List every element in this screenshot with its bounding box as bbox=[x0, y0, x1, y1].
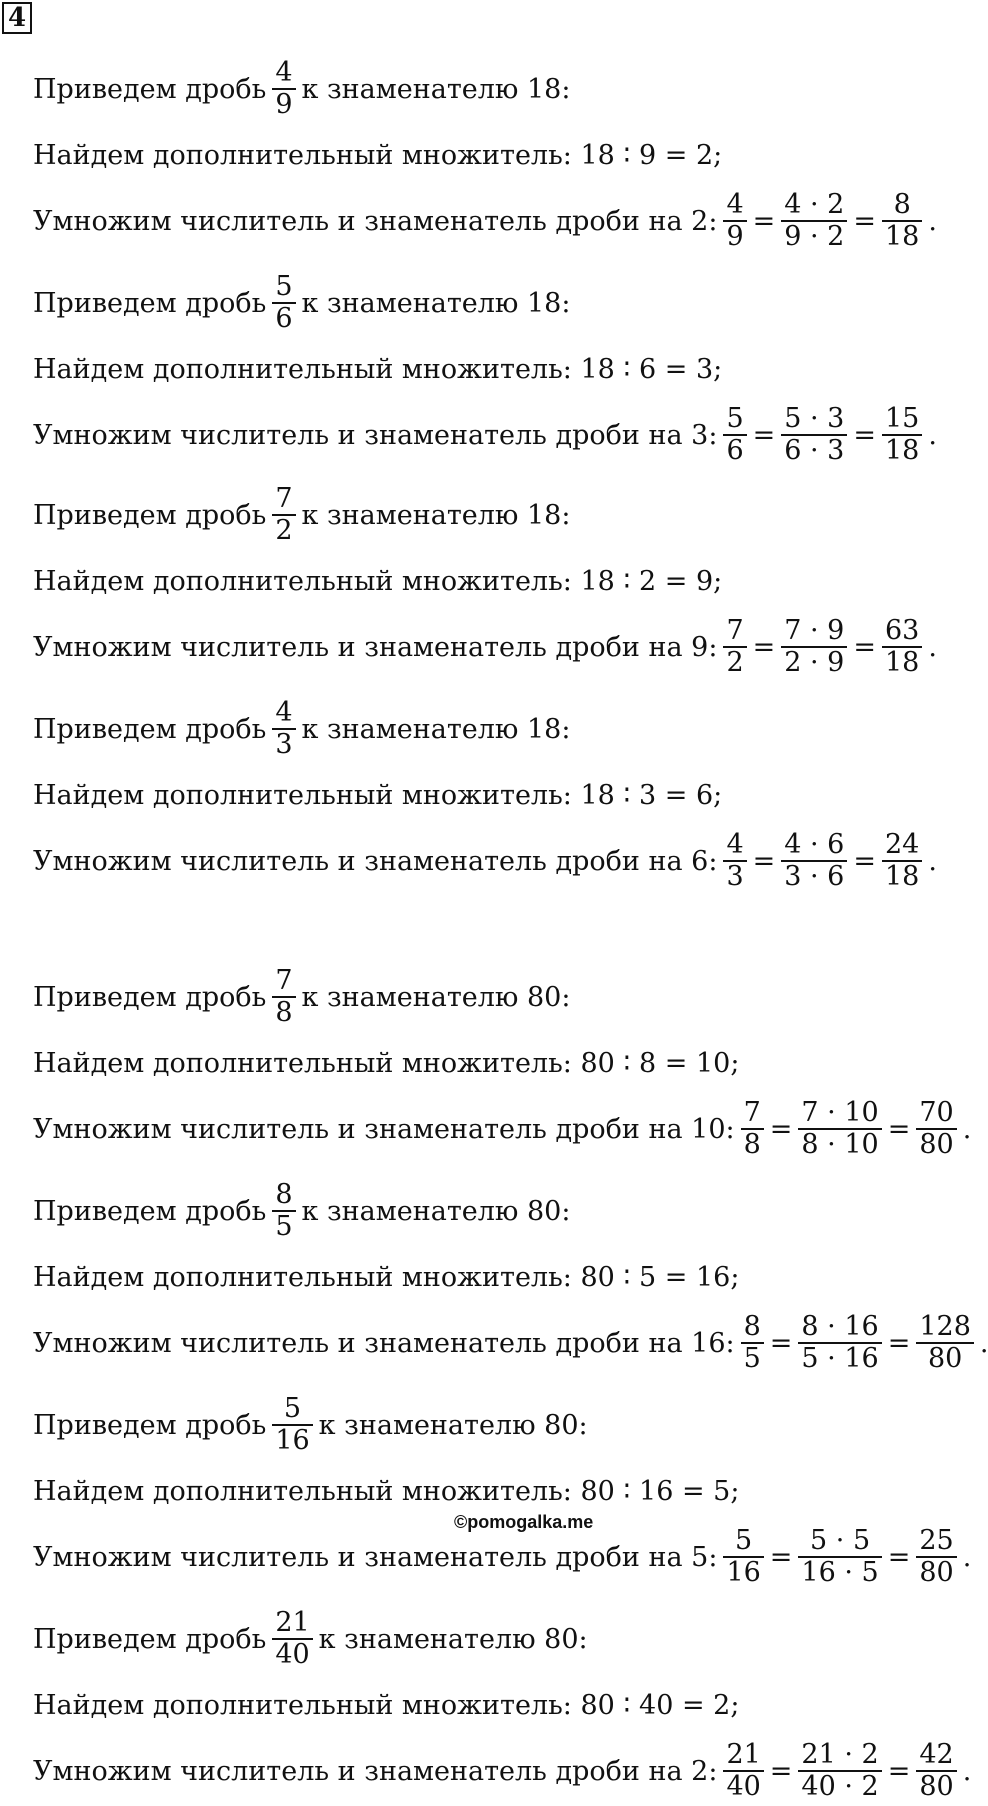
source-fraction: $\frac{4}{3}$ bbox=[272, 698, 295, 760]
step-fraction: $\frac{8 \cdot 16}{5 \cdot 16}$ bbox=[798, 1312, 881, 1374]
step-fraction: $\frac{5 \cdot 3}{6 \cdot 3}$ bbox=[781, 404, 847, 466]
multiply-line: Умножим числитель и знаменатель дроби на 2: $\frac{21}{40}$ = $\frac{21 \cdot 2}{40 \cdot 2}$ = $\frac{42}{80}$ . bbox=[33, 1739, 972, 1802]
result-fraction: $\frac{15}{18}$ bbox=[882, 404, 922, 466]
step-fraction: $\frac{5 \cdot 5}{16 \cdot 5}$ bbox=[798, 1526, 881, 1588]
step-fraction: $\frac{7 \cdot 9}{2 \cdot 9}$ bbox=[781, 616, 847, 678]
multiply-line: Умножим числитель и знаменатель дроби на 9: $\frac{7}{2}$ = $\frac{7 \cdot 9}{2 \cdot 9}$ = $\frac{63}{18}$ . bbox=[33, 615, 937, 678]
multiply-line: Умножим числитель и знаменатель дроби на 10: $\frac{7}{8}$ = $\frac{7 \cdot 10}{8 \cdot 10}$ = $\frac{70}{80}$ . bbox=[33, 1097, 972, 1160]
result-fraction: $\frac{25}{80}$ bbox=[916, 1526, 956, 1588]
step-fraction: $\frac{7 \cdot 10}{8 \cdot 10}$ bbox=[798, 1098, 881, 1160]
multiplier-line: Найдем дополнительный множитель: 80 ∶ 16 = 5; bbox=[33, 1476, 740, 1507]
reduce-line: Приведем дробь $\frac{5}{6}$ к знаменателю 18: bbox=[33, 271, 571, 334]
watermark: ©pomogalka.me bbox=[454, 1512, 594, 1532]
division-expression: 80 ∶ 5 = 16; bbox=[580, 1262, 740, 1293]
multiply-line: Умножим числитель и знаменатель дроби на 5: $\frac{5}{16}$ = $\frac{5 \cdot 5}{16 \cdot 5}$ = $\frac{25}{80}$ . bbox=[33, 1525, 972, 1588]
source-fraction: $\frac{21}{40}$ bbox=[723, 1740, 763, 1802]
step-fraction: $\frac{4 \cdot 6}{3 \cdot 6}$ bbox=[781, 830, 847, 892]
multiply-line: Умножим числитель и знаменатель дроби на 3: $\frac{5}{6}$ = $\frac{5 \cdot 3}{6 \cdot 3}$ = $\frac{15}{18}$ . bbox=[33, 403, 937, 466]
multiplier-line: Найдем дополнительный множитель: 80 ∶ 5 = 16; bbox=[33, 1262, 740, 1293]
reduce-line: Приведем дробь $\frac{7}{8}$ к знаменателю 80: bbox=[33, 965, 571, 1028]
source-fraction: $\frac{5}{6}$ bbox=[723, 404, 746, 466]
division-expression: 18 ∶ 9 = 2; bbox=[580, 140, 723, 171]
result-fraction: $\frac{63}{18}$ bbox=[882, 616, 922, 678]
source-fraction: $\frac{5}{16}$ bbox=[272, 1394, 312, 1456]
multiplier-line: Найдем дополнительный множитель: 80 ∶ 8 = 10; bbox=[33, 1048, 740, 1079]
source-fraction: $\frac{7}{2}$ bbox=[723, 616, 746, 678]
reduce-line: Приведем дробь $\frac{8}{5}$ к знаменателю 80: bbox=[33, 1179, 571, 1242]
result-fraction: $\frac{8}{18}$ bbox=[882, 190, 922, 252]
step-fraction: $\frac{4 \cdot 2}{9 \cdot 2}$ bbox=[781, 190, 847, 252]
multiply-line: Умножим числитель и знаменатель дроби на 2: $\frac{4}{9}$ = $\frac{4 \cdot 2}{9 \cdot 2}$ = $\frac{8}{18}$ . bbox=[33, 189, 937, 252]
source-fraction: $\frac{4}{3}$ bbox=[723, 830, 746, 892]
source-fraction: $\frac{8}{5}$ bbox=[741, 1312, 764, 1374]
division-expression: 80 ∶ 40 = 2; bbox=[580, 1690, 740, 1721]
multiplier-line: Найдем дополнительный множитель: 80 ∶ 40 = 2; bbox=[33, 1690, 740, 1721]
task-number: 4 bbox=[2, 2, 32, 34]
source-fraction: $\frac{21}{40}$ bbox=[272, 1608, 312, 1670]
reduce-prefix: Приведем дробь bbox=[33, 73, 267, 105]
source-fraction: $\frac{7}{8}$ bbox=[741, 1098, 764, 1160]
reduce-line: Приведем дробь $\frac{4}{3}$ к знаменателю 18: bbox=[33, 697, 571, 760]
division-expression: 18 ∶ 2 = 9; bbox=[580, 566, 723, 597]
result-fraction: $\frac{42}{80}$ bbox=[916, 1740, 956, 1802]
reduce-line bbox=[33, 58, 570, 120]
source-fraction: $\frac{4}{9}$ bbox=[272, 58, 295, 120]
reduce-line: Приведем дробь $\frac{5}{16}$ к знаменателю 80: bbox=[33, 1393, 588, 1456]
multiplier-line: Найдем дополнительный множитель: 18 ∶ 9 = 2; bbox=[33, 140, 723, 171]
source-fraction: $\frac{5}{6}$ bbox=[272, 272, 295, 334]
source-fraction: $\frac{7}{2}$ bbox=[272, 484, 295, 546]
source-fraction: $\frac{8}{5}$ bbox=[272, 1180, 295, 1242]
division-expression: 18 ∶ 6 = 3; bbox=[580, 354, 723, 385]
reduce-suffix: к знаменателю 18: bbox=[301, 73, 571, 105]
multiplier-line: Найдем дополнительный множитель: 18 ∶ 6 = 3; bbox=[33, 354, 723, 385]
division-expression: 80 ∶ 8 = 10; bbox=[580, 1048, 740, 1079]
multiply-line: Умножим числитель и знаменатель дроби на 6: $\frac{4}{3}$ = $\frac{4 \cdot 6}{3 \cdot 6}$ = $\frac{24}{18}$ . bbox=[33, 829, 937, 892]
division-expression: 18 ∶ 3 = 6; bbox=[580, 780, 723, 811]
division-expression: 80 ∶ 16 = 5; bbox=[580, 1476, 740, 1507]
reduce-line: Приведем дробь $\frac{21}{40}$ к знаменателю 80: bbox=[33, 1607, 588, 1670]
step-fraction: $\frac{21 \cdot 2}{40 \cdot 2}$ bbox=[798, 1740, 881, 1802]
source-fraction: $\frac{4}{9}$ bbox=[723, 190, 746, 252]
reduce-line: Приведем дробь $\frac{7}{2}$ к знаменателю 18: bbox=[33, 483, 571, 546]
source-fraction: $\frac{5}{16}$ bbox=[723, 1526, 763, 1588]
result-fraction: $\frac{128}{80}$ bbox=[916, 1312, 974, 1374]
result-fraction: $\frac{70}{80}$ bbox=[916, 1098, 956, 1160]
result-fraction: $\frac{24}{18}$ bbox=[882, 830, 922, 892]
multiplier-line: Найдем дополнительный множитель: 18 ∶ 2 = 9; bbox=[33, 566, 723, 597]
source-fraction: $\frac{7}{8}$ bbox=[272, 966, 295, 1028]
multiplier-line: Найдем дополнительный множитель: 18 ∶ 3 = 6; bbox=[33, 780, 723, 811]
multiply-line: Умножим числитель и знаменатель дроби на 16: $\frac{8}{5}$ = $\frac{8 \cdot 16}{5 \cdot 16}$ = $\frac{128}{80}$ . bbox=[33, 1311, 988, 1374]
